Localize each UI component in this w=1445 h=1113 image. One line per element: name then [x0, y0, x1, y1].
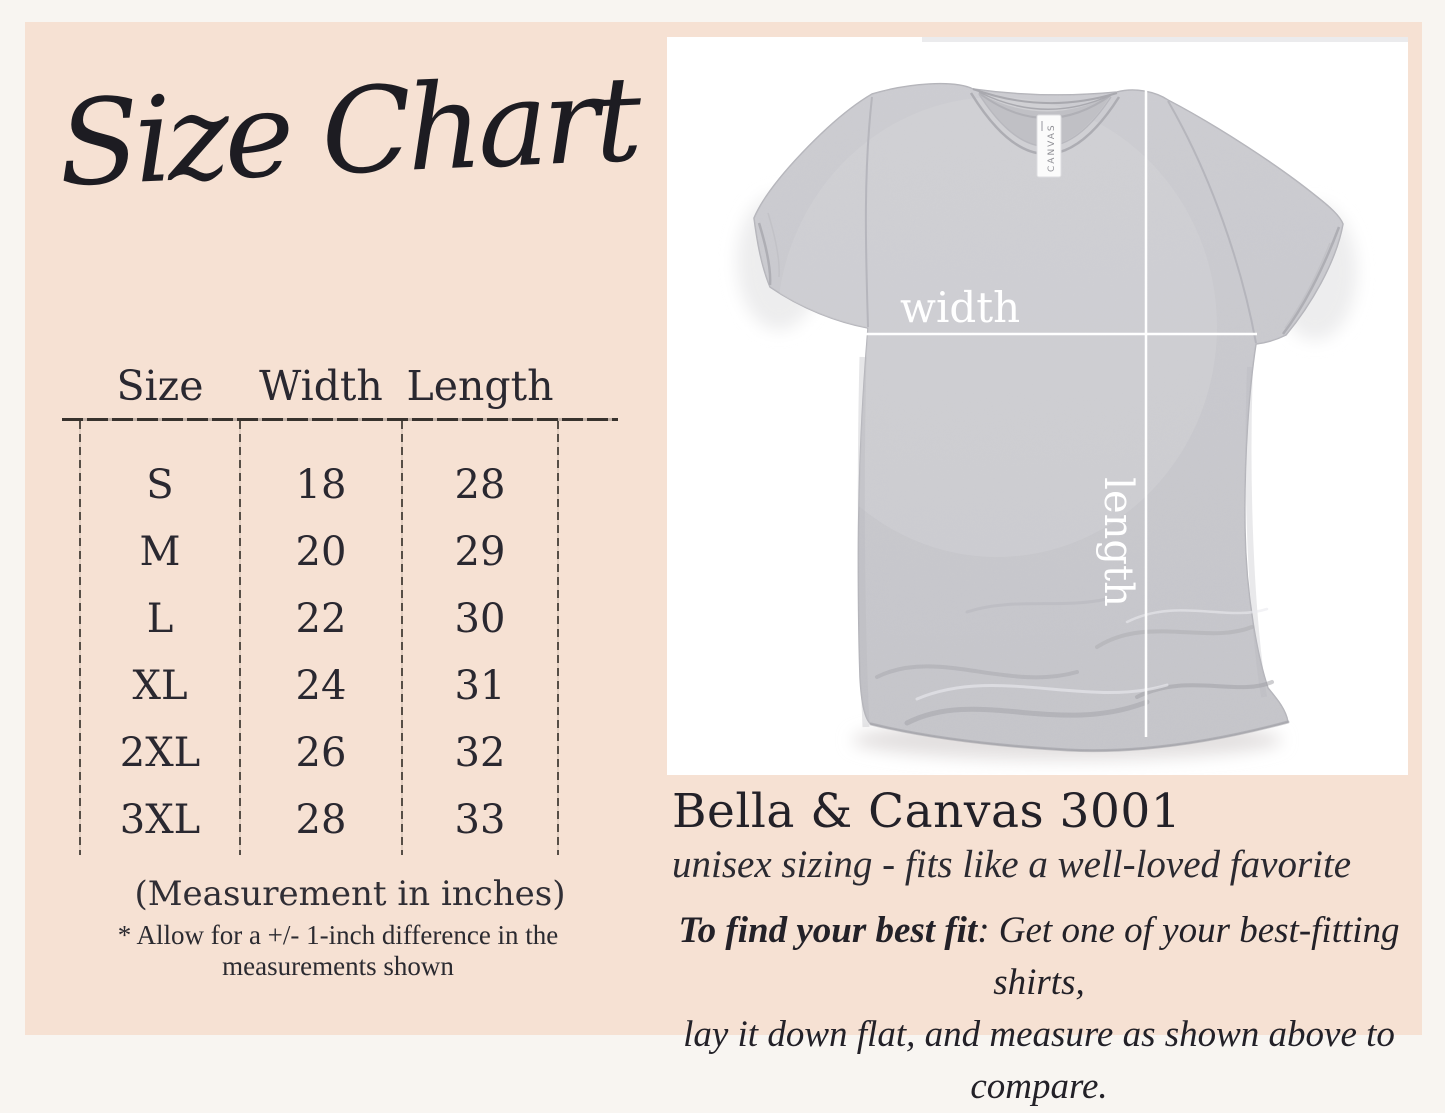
table-vertical-line: [79, 421, 81, 855]
size-cell: L: [146, 595, 174, 642]
product-tagline: unisex sizing - fits like a well-loved favorite: [672, 843, 1352, 886]
fit-tip-lead: To find your best fit: [678, 910, 978, 951]
size-cell: 3XL: [119, 796, 201, 843]
fit-tip-paragraph: [653, 905, 1425, 1113]
width-label: width: [900, 283, 1021, 332]
size-cell: 2XL: [119, 729, 201, 776]
table-row: [62, 451, 618, 518]
width-cell: 28: [295, 796, 347, 843]
width-cell: 24: [295, 662, 347, 709]
size-cell: S: [146, 461, 174, 508]
measurement-note: (Measurement in inches): [134, 874, 566, 914]
size-table-header-row: [62, 348, 618, 418]
photo-edge-shadow: [922, 37, 1408, 42]
table-row: [62, 585, 618, 652]
product-name: Bella & Canvas 3001: [672, 784, 1182, 839]
table-body: [62, 421, 618, 857]
length-cell: 32: [454, 729, 506, 776]
fit-tip-line1: : Get one of your best-fitting shirts,: [977, 910, 1400, 1003]
width-cell: 18: [295, 461, 347, 508]
length-cell: 31: [454, 662, 506, 709]
size-chart-card: [25, 22, 1422, 1107]
column-header-width: Width: [259, 362, 383, 410]
length-cell: 29: [454, 528, 506, 575]
table-row: [62, 786, 618, 853]
length-cell: 30: [454, 595, 506, 642]
width-cell: 22: [295, 595, 347, 642]
table-row: [62, 652, 618, 719]
table-vertical-line: [239, 421, 241, 855]
length-label: length: [1095, 477, 1141, 607]
table-row: [62, 518, 618, 585]
neck-label: [1037, 115, 1061, 177]
tolerance-disclaimer: * Allow for a +/- 1-inch difference in the measurements shown: [117, 920, 559, 981]
size-table: [62, 348, 618, 857]
column-header-length: Length: [406, 362, 554, 410]
neck-label-text: CANVAS: [1047, 123, 1057, 172]
table-vertical-line: [401, 421, 403, 855]
tshirt-illustration: [667, 37, 1408, 775]
table-row: [62, 719, 618, 786]
width-cell: 20: [295, 528, 347, 575]
length-cell: 33: [454, 796, 506, 843]
page-title: Size Chart: [55, 49, 640, 213]
fit-tip-line2: lay it down flat, and measure as shown above to compare.: [683, 1014, 1395, 1107]
length-cell: 28: [454, 461, 506, 508]
size-cell: XL: [132, 662, 188, 709]
column-header-size: Size: [116, 362, 204, 410]
product-photo-panel: [667, 37, 1408, 775]
width-cell: 26: [295, 729, 347, 776]
size-cell: M: [139, 528, 181, 575]
table-vertical-line: [557, 421, 559, 855]
